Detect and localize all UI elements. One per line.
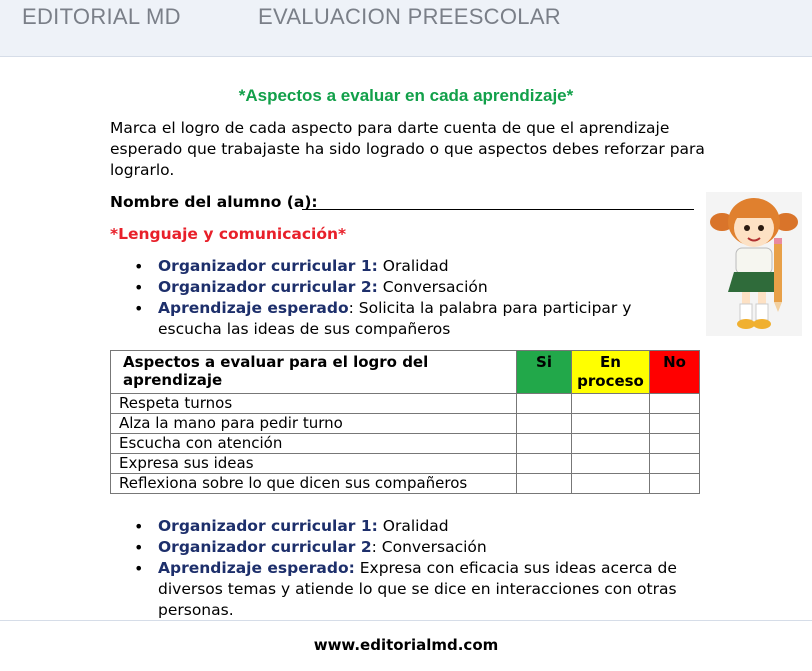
aspect-cell: Reflexiona sobre lo que dicen sus compañeros: [111, 474, 517, 494]
table-header-row: [111, 351, 700, 394]
list-item: [158, 537, 698, 558]
proceso-line-1: En: [600, 353, 621, 371]
list-item: [158, 298, 698, 340]
no-checkbox-cell[interactable]: [650, 434, 700, 454]
student-name-label: Nombre del alumno (a):: [110, 193, 318, 211]
proceso-checkbox-cell[interactable]: [572, 414, 650, 434]
item-label: Organizador curricular 1:: [158, 517, 378, 535]
aspect-cell: Alza la mano para pedir turno: [111, 414, 517, 434]
item-text: Expresa con eficacia sus ideas acerca de diversos temas y atiende lo que se dice en interacciones con otras personas.: [158, 559, 677, 619]
footer-website[interactable]: www.editorialmd.com: [313, 636, 499, 654]
girl-illustration: [706, 192, 802, 336]
publisher-name: EDITORIAL MD: [22, 4, 181, 29]
area-heading: *Lenguaje y comunicación*: [110, 225, 347, 243]
proceso-checkbox-cell[interactable]: [572, 394, 650, 414]
no-checkbox-cell[interactable]: [650, 414, 700, 434]
list-item: [158, 277, 698, 298]
intro-paragraph: Marca el logro de cada aspecto para darte cuenta de que el aprendizaje esperado que trabajaste ha sido logrado o que aspectos debes reforzar para lograrlo.: [110, 119, 705, 179]
proceso-checkbox-cell[interactable]: [572, 474, 650, 494]
section-title: *Aspectos a evaluar en cada aprendizaje*: [238, 86, 574, 105]
item-text: Oralidad: [377, 517, 449, 535]
item-text: Oralidad: [377, 257, 449, 275]
footer-divider: [0, 620, 812, 621]
item-label: Organizador curricular 2:: [158, 278, 378, 296]
proceso-header: [572, 351, 650, 394]
no-header: No: [650, 351, 700, 394]
no-checkbox-cell[interactable]: [650, 394, 700, 414]
page-header: [0, 0, 812, 57]
document-title: EVALUACION PREESCOLAR: [258, 4, 561, 29]
item-text: Conversación: [377, 278, 488, 296]
list-item: [158, 558, 698, 621]
curriculum-list-2: [158, 516, 698, 621]
curriculum-list-1: [158, 256, 698, 340]
si-checkbox-cell[interactable]: [517, 414, 572, 434]
proceso-line-2: proceso: [577, 372, 644, 390]
evaluation-table: [110, 350, 700, 494]
list-item: [158, 256, 698, 277]
si-checkbox-cell[interactable]: [517, 474, 572, 494]
student-name-line[interactable]: [302, 209, 694, 210]
item-label: Aprendizaje esperado:: [158, 559, 355, 577]
si-checkbox-cell[interactable]: [517, 394, 572, 414]
list-item: [158, 516, 698, 537]
table-row: [111, 394, 700, 414]
aspect-cell: Escucha con atención: [111, 434, 517, 454]
item-text: : Conversación: [371, 538, 487, 556]
aspect-header: Aspectos a evaluar para el logro del aprendizaje: [111, 351, 517, 394]
item-label: Organizador curricular 2: [158, 538, 372, 556]
item-text: : Solicita la palabra para participar y escucha las ideas de sus compañeros: [158, 299, 632, 338]
aspect-cell: Expresa sus ideas: [111, 454, 517, 474]
table-row: [111, 434, 700, 454]
table-row: [111, 474, 700, 494]
aspect-cell: Respeta turnos: [111, 394, 517, 414]
table-row: [111, 454, 700, 474]
no-checkbox-cell[interactable]: [650, 474, 700, 494]
proceso-checkbox-cell[interactable]: [572, 454, 650, 474]
si-checkbox-cell[interactable]: [517, 434, 572, 454]
proceso-checkbox-cell[interactable]: [572, 434, 650, 454]
item-label: Organizador curricular 1:: [158, 257, 378, 275]
item-label: Aprendizaje esperado: [158, 299, 349, 317]
table-row: [111, 414, 700, 434]
no-checkbox-cell[interactable]: [650, 454, 700, 474]
si-header: Si: [517, 351, 572, 394]
si-checkbox-cell[interactable]: [517, 454, 572, 474]
